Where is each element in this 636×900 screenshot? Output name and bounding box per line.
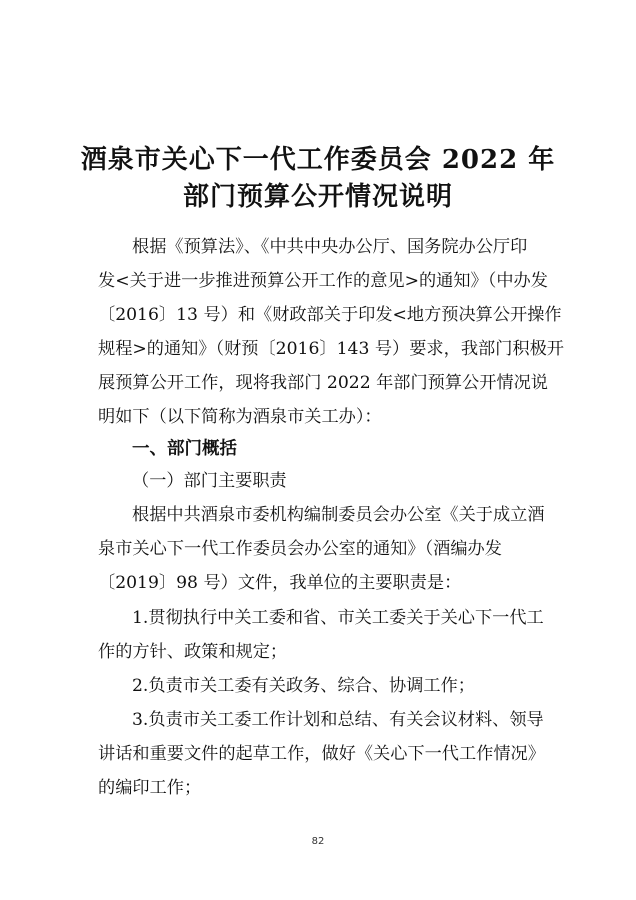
intro-line-2: 发<关于进一步推进预算公开工作的意见>的通知》（中办发 [98, 271, 548, 291]
intro-line-6: 明如下（以下简称为酒泉市关工办）： [98, 407, 382, 427]
duties-intro-line-3: 〔2019〕98 号）文件，我单位的主要职责是： [98, 573, 462, 593]
intro-line-1: 根据《预算法》、《中共中央办公厅、国务院办公厅印 [132, 237, 528, 257]
duty-3-line-2: 讲话和重要文件的起草工作，做好《关心下一代工作情况》 [98, 744, 545, 764]
document-title-line-2: 部门预算公开情况说明 [182, 182, 453, 212]
section-heading: 一、部门概括 [132, 439, 237, 459]
duties-intro-line-1: 根据中共酒泉市委机构编制委员会办公室《关于成立酒 [132, 505, 545, 525]
intro-line-5: 展预算公开工作，现将我部门 2022 年部门预算公开情况说 [98, 373, 548, 393]
document-title-line-1: 酒泉市关心下一代工作委员会 2022 年 [80, 145, 556, 175]
intro-line-4: 规程>的通知》（财预〔2016〕143 号）要求，我部门积极开 [98, 339, 564, 359]
duty-1-line-2: 作的方针、政策和规定； [98, 642, 288, 662]
page-number: 82 [311, 836, 325, 847]
duty-1-line-1: 1.贯彻执行中关工委和省、市关工委关于关心下一代工 [132, 608, 544, 628]
subsection-heading: （一）部门主要职责 [132, 471, 287, 491]
duties-intro-line-2: 泉市关心下一代工作委员会办公室的通知》（酒编办发 [98, 539, 502, 559]
duty-2-line-1: 2.负责市关工委有关政务、综合、协调工作； [132, 676, 475, 696]
duty-3-line-1: 3.负责市关工委工作计划和总结、有关会议材料、领导 [132, 710, 544, 730]
duty-3-line-3: 的编印工作； [98, 778, 202, 798]
intro-line-3: 〔2016〕13 号）和《财政部关于印发<地方预决算公开操作 [98, 305, 562, 325]
